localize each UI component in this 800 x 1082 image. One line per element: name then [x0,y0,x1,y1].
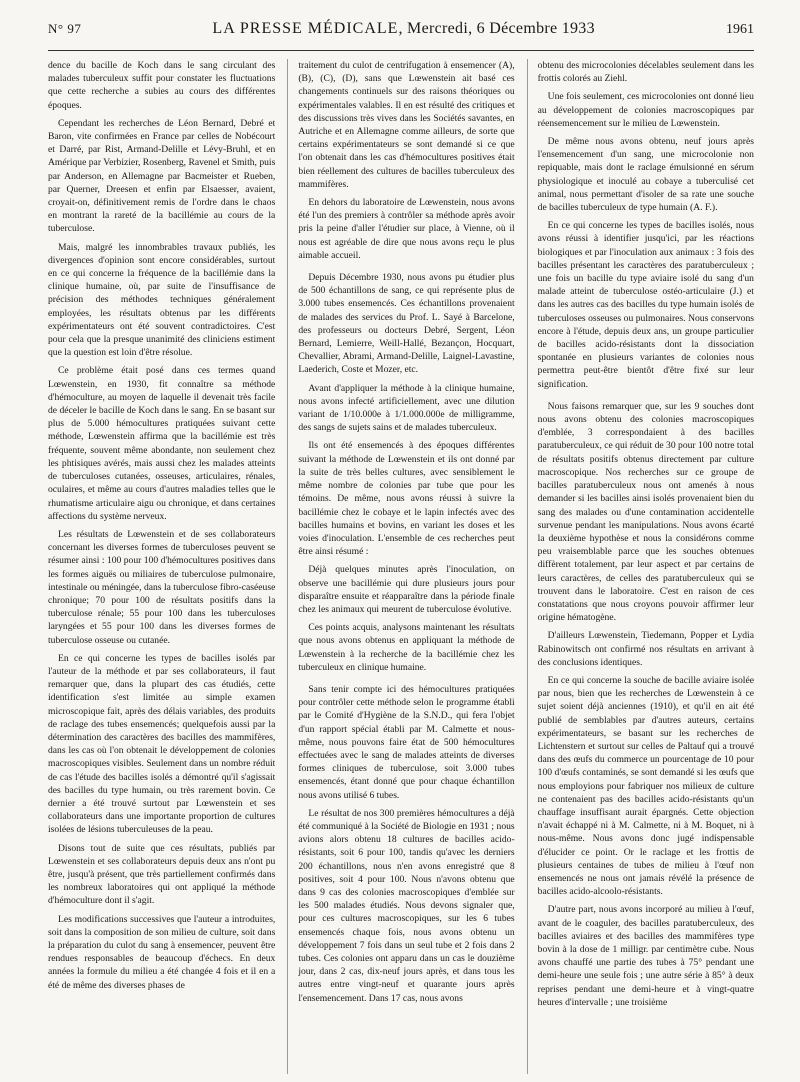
paragraph: D'autre part, nous avons incorporé au milieu à l'œuf, avant de le coaguler, des bacilles paratuberculeux, des bacilles aviaires et des bacilles des mammifères type bovin à la dose de 1 milligr. par centimètre cube. Nous avons chauffé une partie des tubes à 75° pendant une demi-heure une seule fois ; une autre série à 85° à deux reprises pendant une demi-heure et à vingt-quatre heures d'intervalle ; une troisième [537,904,754,1008]
paragraph: En ce qui concerne les types de bacilles isolés par l'auteur de la méthode et par ses collaborateurs, il faut remarquer que, dans la plupart des cas étudiés, cette identification s'est limitée au simple examen microscopique fait, après des délais variables, des produits de raclage des tubes ensemencés; quelquefois aussi par la détermination des caractères des bacilles des mammifères, dans les cas où l'on obtenait le développement de colonies macroscopiques visibles. Seulement dans un nombre réduit de cas l'étude des bacilles isolés a démontré qu'il s'agissait des bacilles du type humain, ou très rarement bovin. Ce dernier a été trouvé surtout par Lœwenstein et ses collaborateurs dans une importante proportion de cultures isolées de lésions tuberculeuses de la peau. [48,652,276,836]
masthead [212,20,594,38]
column-1 [48,59,275,1074]
paragraph: Ils ont été ensemencés à des époques différentes suivant la méthode de Lœwenstein et ils ont donné par la suite de très belles cultures, avec sensiblement le même nombre de colonies par tube que pour les témoins. De même, nous avons réussi à suivre la bacillémie chez le cobaye et le lapin infectés avec des bacilles humains et bovins, en variant les doses et les voies d'inoculation. L'ensemble de ces recherches peut être ainsi résumé : [298,440,515,558]
paragraph: Les résultats de Lœwenstein et de ses collaborateurs concernant les diverses formes de tuberculoses peuvent se résumer ainsi : 100 pour 100 d'hémocultures positives dans les formes aiguës ou miliaires de tuberculose pulmonaire, intestinale ou méningée, dans la tuberculose fibro-caséeuse chronique; 70 pour 100 de résultats positifs dans la tuberculose rénale; 55 pour 100 dans les tuberculoses laryngées et 55 pour 100 dans les diverses formes de tuberculose osseuse ou cutanée. [48,528,276,646]
paragraph: Une fois seulement, ces microcolonies ont donné lieu au développement de colonies macroscopiques par réensemencement sur le milieu de Lœwenstein. [537,91,754,129]
paragraph: dence du bacille de Koch dans le sang circulant des malades tuberculeux suffit pour constater les fluctuations que cette recherche a subies au cours des différentes époques. [48,60,276,111]
column-3 [527,59,754,1074]
paragraph: En ce qui concerne les types de bacilles isolés, nous avons réussi à identifier jusqu'ici, par les réactions biologiques et par l'inoculation aux animaux : 3 fois des bacilles présentant les caractères des paratuberculeux ; une fois un bacille du type aviaire isolé du sang d'un malade atteint de tuberculose ostéo-articulaire (J.) et dans les autres cas des bacilles du type humain isolés de tuberculoses osseuses ou pulmonaires. Nous conservons encore à l'étude, depuis deux ans, un groupe particulier de bacilles acido-résistants dont la dissociation spontanée en plusieurs variantes de colonies nous permettra peut-être bientôt d'être fixé sur leur signification. [537,220,754,390]
paragraph: En ce qui concerne la souche de bacille aviaire isolée par nous, bien que les recherches de Lœwenstein à ce sujet soient déjà anciennes (1910), et qu'il en ait été publié de semblables par d'autres auteurs, certains expérimentateurs, se basant sur les recherches de Lichtenstern et surtout sur celles de Paltauf qui a trouvé dans des œufs du commerce un pourcentage de 10 pour 100 d'œufs contaminés, se sont demandé si les œufs que nous employions pour fabriquer nos milieux de culture ne contenaient pas des bacilles acido-résistants qu'un chauffage insuffisant aurait épargnés. Cette objection n'avait échappé ni à M. Calmette, ni à M. Boquet, ni à nous-même. Nous avons donc jugé indispensable d'élucider ce point. Or le raclage et les frottis de plusieurs centaines de tubes de milieu à l'œuf non ensemencés ne nous ont jamais révélé la présence de bacilles acido-alcoolo-résistants. [537,674,754,898]
paragraph: Ce problème était posé dans ces termes quand Lœwenstein, en 1930, fit connaître sa méthode d'hémoculture, au moyen de laquelle il devenait très facile de déceler le bacille de Koch dans le sang. En se basant sur plus de 5.000 hémocultures pratiquées suivant cette méthode, Lœwenstein affirma que la bacillémie est très fréquente, souvent même abondante, non seulement chez les phtisiques avérés, mais aussi chez les malades atteints de tuberculoses cutanées, osseuses, articulaires, rénales, oculaires, et même au cours d'autres maladies telles que le rhumatisme articulaire aigu ou chronique, et dans certaines affections du système nerveux. [48,365,276,522]
issue-number: N° 97 [48,21,82,36]
issue-date: , Mercredi, 6 Décembre 1933 [398,20,595,37]
paragraph: Depuis Décembre 1930, nous avons pu étudier plus de 500 échantillons de sang, ce qui représente plus de 3.000 tubes ensemencés. Ces échantillons provenaient de malades des services du Prof. L. Sayé à Barcelone, des professeurs ou docteurs Debré, Sergent, Léon Bernard, Lemierre, Weill-Hallé, Bezançon, Hocquart, Chevallier, Abrami, Armand-Delille, Laignel-Lavastine, Laederich, Coste et Mozer, etc. [298,272,515,376]
paragraph: Cependant les recherches de Léon Bernard, Debré et Baron, vite confirmées en France par celles de Nobécourt et Darré, par Rist, Armand-Delille et Lévy-Bruhl, et en Amérique par Verbizier, Rosenberg, Ravenel et Smith, puis par Anderson, en Allemagne par Bacmeister et Rueben, par Querner, Dreesen et enfin par Elsaesser, avaient, croyait-on, définitivement remis de l'ordre dans le chaos en montrant la rareté de la bacillémie au cours de la tuberculose. [48,117,276,235]
paragraph: Nous faisons remarquer que, sur les 9 souches dont nous avons obtenu des colonies macroscopiques d'emblée, 3 correspondaient à des bacilles paratuberculeux, ce qui réduit de 30 pour 100 notre total de résultats positifs obtenus directement par culture macroscopique. Nos recherches sur ce groupe de bacilles paratuberculeux nous ont amenés à nous demander si les bacilles ainsi isolés provenaient bien du sang des malades ou d'une contamination accidentelle survenue pendant les manipulations. Nous avons écarté la deuxième hypothèse et nous la considérons comme peu vraisemblable parce que les souches obtenues diffèrent totalement, par leur aspect et par certains de leurs caractères, de celles des paratuberculeux qui se trouvent dans le laboratoire. C'est en raison de ces constatations que nous croyons pouvoir affirmer leur origine hématogène. [537,400,754,624]
paragraph: De même nous avons obtenu, neuf jours après l'ensemencement d'un sang, une microcolonie non repiquable, mais dont le raclage émulsionné en sérum physiologique et inoculé au cobaye a tuberculisé cet animal, nous permettant d'isoler de sa rate une souche de bacilles tuberculeux de type humain (A. F.). [537,136,754,214]
paragraph: traitement du culot de centrifugation à ensemencer (A), (B), (C), (D), sans que Lœwenstein ait basé ces changements continuels sur des raisons théoriques ou expérimentales valables. Il en est résulté des critiques et des discussions très vives dans les Sociétés savantes, en Autriche et en Allemagne comme ailleurs, de sorte que certains expérimentateurs se sont demandé si ce que l'on obtenait dans les cas d'hémocultures positives était bien réellement des cultures de bacilles tuberculeux des mammifères. [298,60,515,190]
paragraph: Les modifications successives que l'auteur a introduites, soit dans la composition de son milieu de culture, soit dans la préparation du culot du sang à ensemencer, peuvent être rendues responsables de beaucoup d'échecs. En deux années la formule du milieu a été changée 4 fois et il en a été de même des diverses phases de [48,913,276,991]
paragraph: Avant d'appliquer la méthode à la clinique humaine, nous avons infecté artificiellement, avec une dilution variant de 1/10.000e à 1/1.000.000e de milligramme, des sangs de sujets sains et de malades tuberculeux. [298,382,515,434]
paragraph: Ces points acquis, analysons maintenant les résultats que nous avons obtenus en appliquant la méthode de Lœwenstein à la recherche de la bacillémie chez les tuberculeux en clinique humaine. [298,622,515,673]
paragraph: Déjà quelques minutes après l'inoculation, on observe une bacillémie qui dure plusieurs jours pour disparaître ensuite et réapparaître dans la période finale chez les animaux qui meurent de tuberculose évolutive. [298,564,515,615]
paragraph: Mais, malgré les innombrables travaux publiés, les divergences d'opinion sont encore considérables, surtout en ce qui concerne la fréquence de la bacillémie dans la clinique humaine, où, par suite de l'insuffisance de précision des méthodes techniques généralement employées, les résultats obtenus par les différents expérimentateurs ont été souvent contradictoires. C'est pour cela que la presque unanimité des cliniciens estiment que la question est loin d'être résolue. [48,241,276,359]
paragraph: Le résultat de nos 300 premières hémocultures a déjà été communiqué à la Société de Biologie en 1931 ; nous avions alors obtenu 18 cultures de bacilles acido-résistants, soit 6 pour 100, tandis qu'avec les derniers 200 échantillons, nous n'en avons enregistré que 8 positives, soit 4 pour 100. Nous n'avons obtenu que dans 9 cas des colonies macroscopiques d'emblée sur les 500 malades étudiés. Nous devons signaler que, pour ces cultures macroscopiques, sur les 6 tubes ensemencés chaque fois, nous avons obtenu un développement 7 fois dans un seul tube et 2 fois dans 2 tubes. Ces colonies ont apparu dans un cas le douzième jour, dans 2 cas, dix-neuf jours après, et dans tous les autres entre vingt-neuf et quarante jours après l'ensemencement. Dans 17 cas, nous avons [298,807,515,1004]
journal-title: LA PRESSE MÉDICALE [212,20,399,37]
article-columns [48,59,754,1074]
page-number: 1961 [725,22,754,37]
paragraph: Sans tenir compte ici des hémocultures pratiquées pour contrôler cette méthode selon le programme établi par le Comité d'Hygiène de la S.N.D., qui fera l'objet d'un rapport spécial établi par M. Calmette et nous-même, nous pouvons faire état de 500 hémocultures effectuées avec le sang de malades atteints de diverses formes cliniques de tuberculose, soit 3.000 tubes ensemencés, étant donné que pour chaque échantillon nous avons utilisé 6 tubes. [298,683,515,801]
paragraph: En dehors du laboratoire de Lœwenstein, nous avons été l'un des premiers à contrôler sa méthode après avoir pris la peine d'aller l'étudier sur place, à Vienne, où il nous est agréable de dire que nous avons reçu le plus aimable accueil. [298,197,515,261]
paragraph: Disons tout de suite que ces résultats, publiés par Lœwenstein et ses collaborateurs depuis deux ans n'ont pu être, jusqu'à présent, que très partiellement confirmés dans les nombreux laboratoires qui ont appliqué la méthode d'hémoculture dont il s'agit. [48,842,276,907]
paragraph: D'ailleurs Lœwenstein, Tiedemann, Popper et Lydia Rabinowitsch ont confirmé nos résultats en arrivant à des conclusions identiques. [537,630,754,668]
paragraph: obtenu des microcolonies décelables seulement dans les frottis colorés au Ziehl. [537,60,754,85]
column-2 [287,59,514,1074]
page-header [48,20,754,51]
